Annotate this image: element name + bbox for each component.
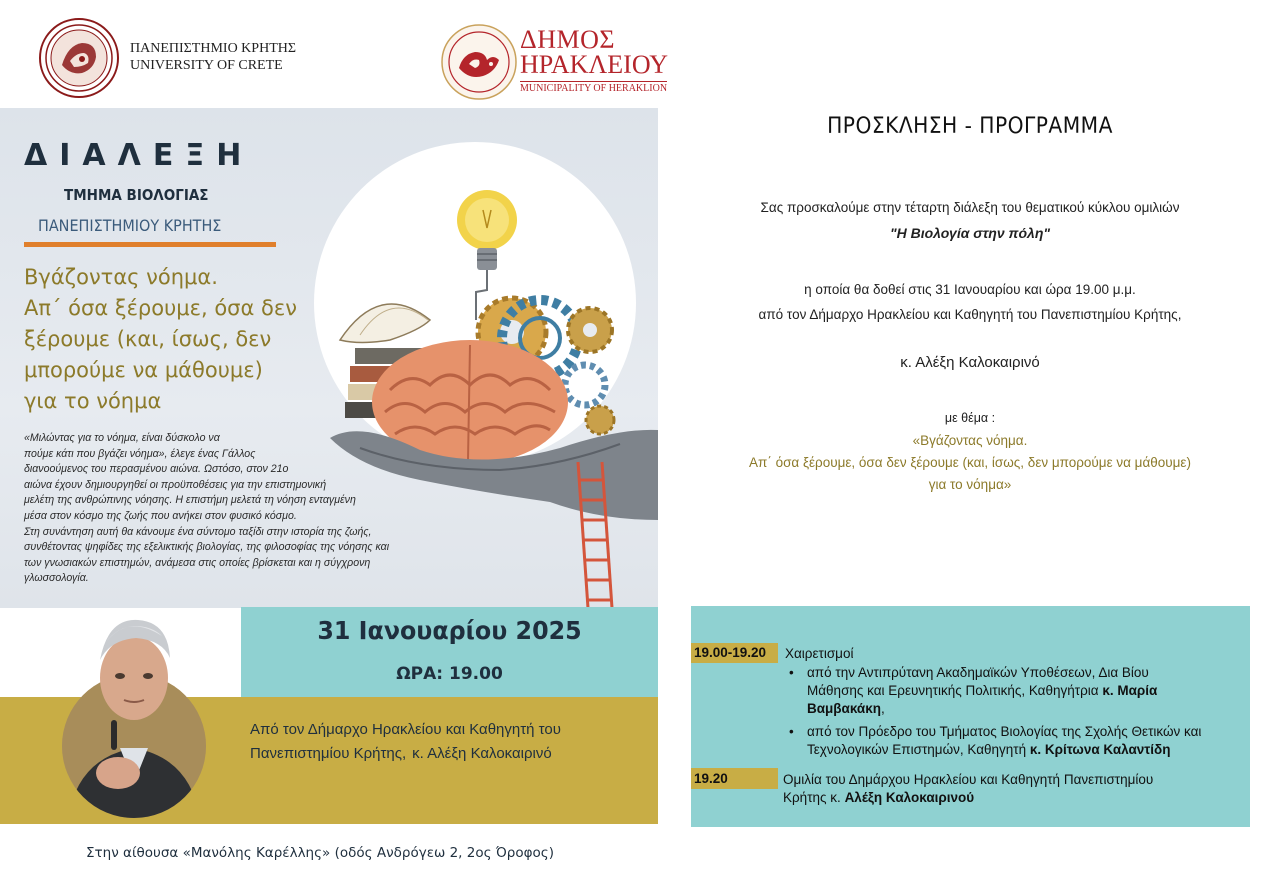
department-name: ΤΜΗΜΑ ΒΙΟΛΟΓΙΑΣ <box>64 186 209 204</box>
program-bullet-item <box>807 664 1237 718</box>
speaker-credit-line2: Πανεπιστημίου Κρήτης, <box>250 745 407 762</box>
university-subtitle: ΠΑΝΕΠΙΣΤΗΜΙΟΥ ΚΡΗΤΗΣ <box>38 216 222 235</box>
invitation-speaker-role: από τον Δήμαρχο Ηρακλείου και Καθηγητή του Πανεπιστημίου Κρήτης, <box>758 307 1182 322</box>
municipality-name-english: MUNICIPALITY OF HERAKLION <box>520 83 668 94</box>
lecture-date: 31 Ιανουαρίου 2025 <box>317 616 582 645</box>
lecture-title-line: ξέρουμε (και, ίσως, δεν <box>24 327 272 351</box>
abstract-line: αιώνα έχουν δημιουργηθεί οι προϋποθέσεις για την επιστημονική <box>24 478 327 491</box>
speaker-credit <box>250 718 630 766</box>
abstract-line: συνθέτοντας ψηφίδες της εξελικτικής βιολογίας, της φιλοσοφίας της νόησης και <box>24 541 390 554</box>
abstract-line: διανοούμενος του περασμένου αιώνα. Ωστόσο, στον 21ο <box>24 463 289 476</box>
topic-label: με θέμα : <box>944 411 996 425</box>
bullet-line: από τον Πρόεδρο του Τμήματος Βιολογίας της Σχολής Θετικών και <box>807 724 1202 739</box>
program-item-title: Χαιρετισμοί <box>785 646 854 661</box>
university-name-english: UNIVERSITY OF CRETE <box>130 58 283 73</box>
speaker-name: κ. Αλέξη Καλοκαιρινό <box>412 745 552 762</box>
lecture-series-name: "Η Βιολογία στην πόλη" <box>889 225 1051 241</box>
topic-line: «Βγάζοντας νόημα. <box>912 433 1028 448</box>
program-time-badge: 19.00-19.20 <box>691 643 778 663</box>
program-time-badge: 19.20 <box>691 768 778 789</box>
university-name <box>130 40 296 74</box>
invitation-title: ΠΡΟΣΚΛΗΣΗ - ΠΡΟΓΡΑΜΜΑ <box>827 114 1113 139</box>
abstract-line: Στη συνάντηση αυτή θα κάνουμε ένα σύντομο ταξίδι στην ιστορία της ζωής, <box>24 525 372 538</box>
lecture-title-line: για το νόημα <box>24 389 162 413</box>
abstract-line: μελέτη της ανθρώπινης νόησης. Η επιστήμη μελετά τη νόηση ενταγμένη <box>24 494 356 507</box>
speaker-credit-line1: Από τον Δήμαρχο Ηρακλείου και Καθηγητή του <box>250 721 561 738</box>
speaker-photo <box>58 608 210 818</box>
program-bullet-item <box>807 723 1237 759</box>
abstract-line: γλωσσολογία. <box>24 572 89 585</box>
speaker-name-bold: κ. Κρίτωνα Καλαντίδη <box>1029 742 1171 757</box>
municipality-of-heraklion-seal-logo <box>441 24 517 100</box>
bullet-line: από την Αντιπρύτανη Ακαδημαϊκών Υποθέσεων, Δια Βίου <box>807 665 1149 680</box>
invitation-intro: Σας προσκαλούμε στην τέταρτη διάλεξη του θεματικού κύκλου ομιλιών <box>760 200 1180 215</box>
abstract-line: πούμε κάτι που βγάζει νόημα», έλεγε ένας Γάλλος <box>24 447 256 460</box>
lecture-heading: ΔΙΑΛΕΞΗ <box>24 138 254 173</box>
topic-line: Απ΄ όσα ξέρουμε, όσα δεν ξέρουμε (και, ίσως, δεν μπορούμε να μάθουμε) <box>749 455 1191 470</box>
divider-bar <box>24 242 276 247</box>
university-name-greek: ΠΑΝΕΠΙΣΤΗΜΙΟ ΚΡΗΤΗΣ <box>130 41 297 56</box>
bullet-icon: • <box>789 724 794 739</box>
venue-info: Στην αίθουσα «Μανόλης Καρέλλης» (οδός Ανδρόγεω 2, 2ος Όροφος) <box>86 845 554 861</box>
bullet-line-row <box>807 741 1237 759</box>
speaker-name-bold: κ. Μαρία <box>1102 683 1158 698</box>
invitation-speaker-name: κ. Αλέξη Καλοκαιρινό <box>900 354 1040 371</box>
lecture-title-line: μπορούμε να μάθουμε) <box>24 358 263 382</box>
bullet-line-row <box>807 700 1237 718</box>
lecture-time: ΩΡΑ: 19.00 <box>396 664 503 684</box>
program-line-row <box>783 789 1223 807</box>
bullet-icon: • <box>789 665 794 680</box>
invitation-date-time: η οποία θα δοθεί στις 31 Ιανουαρίου και ώρα 19.00 μ.μ. <box>804 282 1136 297</box>
university-of-crete-seal-logo <box>38 17 120 99</box>
speaker-name-bold: Αλέξη Καλοκαιρινού <box>844 790 975 805</box>
municipality-name-line2: ΗΡΑΚΛΕΙΟΥ <box>520 50 669 79</box>
program-line: Κρήτης κ. <box>783 790 841 805</box>
program-item-title <box>783 771 1223 807</box>
municipality-name-line1: ΔΗΜΟΣ <box>520 25 616 54</box>
speaker-name-bold: Βαμβακάκη <box>807 701 881 716</box>
bullet-line: Μάθησης και Ερευνητικής Πολιτικής, Καθηγήτρια <box>807 683 1099 698</box>
speaker-credit-line2-row <box>250 742 630 766</box>
bullet-line-row <box>807 682 1237 700</box>
abstract-line: «Μιλώντας για το νόημα, είναι δύσκολο να <box>24 432 220 444</box>
abstract-line: μέσα στον κόσμο της ζωής που ανήκει στον φυσικό κόσμο. <box>24 509 297 522</box>
bullet-line: Τεχνολογικών Επιστημών, Καθηγητή <box>807 742 1027 757</box>
topic-line: για το νόημα» <box>928 477 1012 492</box>
punctuation: , <box>881 701 885 716</box>
lecture-title <box>24 262 324 417</box>
lecture-title-line: Απ΄ όσα ξέρουμε, όσα δεν <box>24 296 297 320</box>
abstract-line: των γνωσιακών επιστημών, ανάμεσα στις οποίες βρίσκεται και η σύγχρονη <box>24 556 371 569</box>
brain-in-hand-illustration <box>300 180 658 608</box>
lecture-title-line: Βγάζοντας νόημα. <box>24 265 218 289</box>
program-line: Ομιλία του Δημάρχου Ηρακλείου και Καθηγητή Πανεπιστημίου <box>783 772 1154 787</box>
